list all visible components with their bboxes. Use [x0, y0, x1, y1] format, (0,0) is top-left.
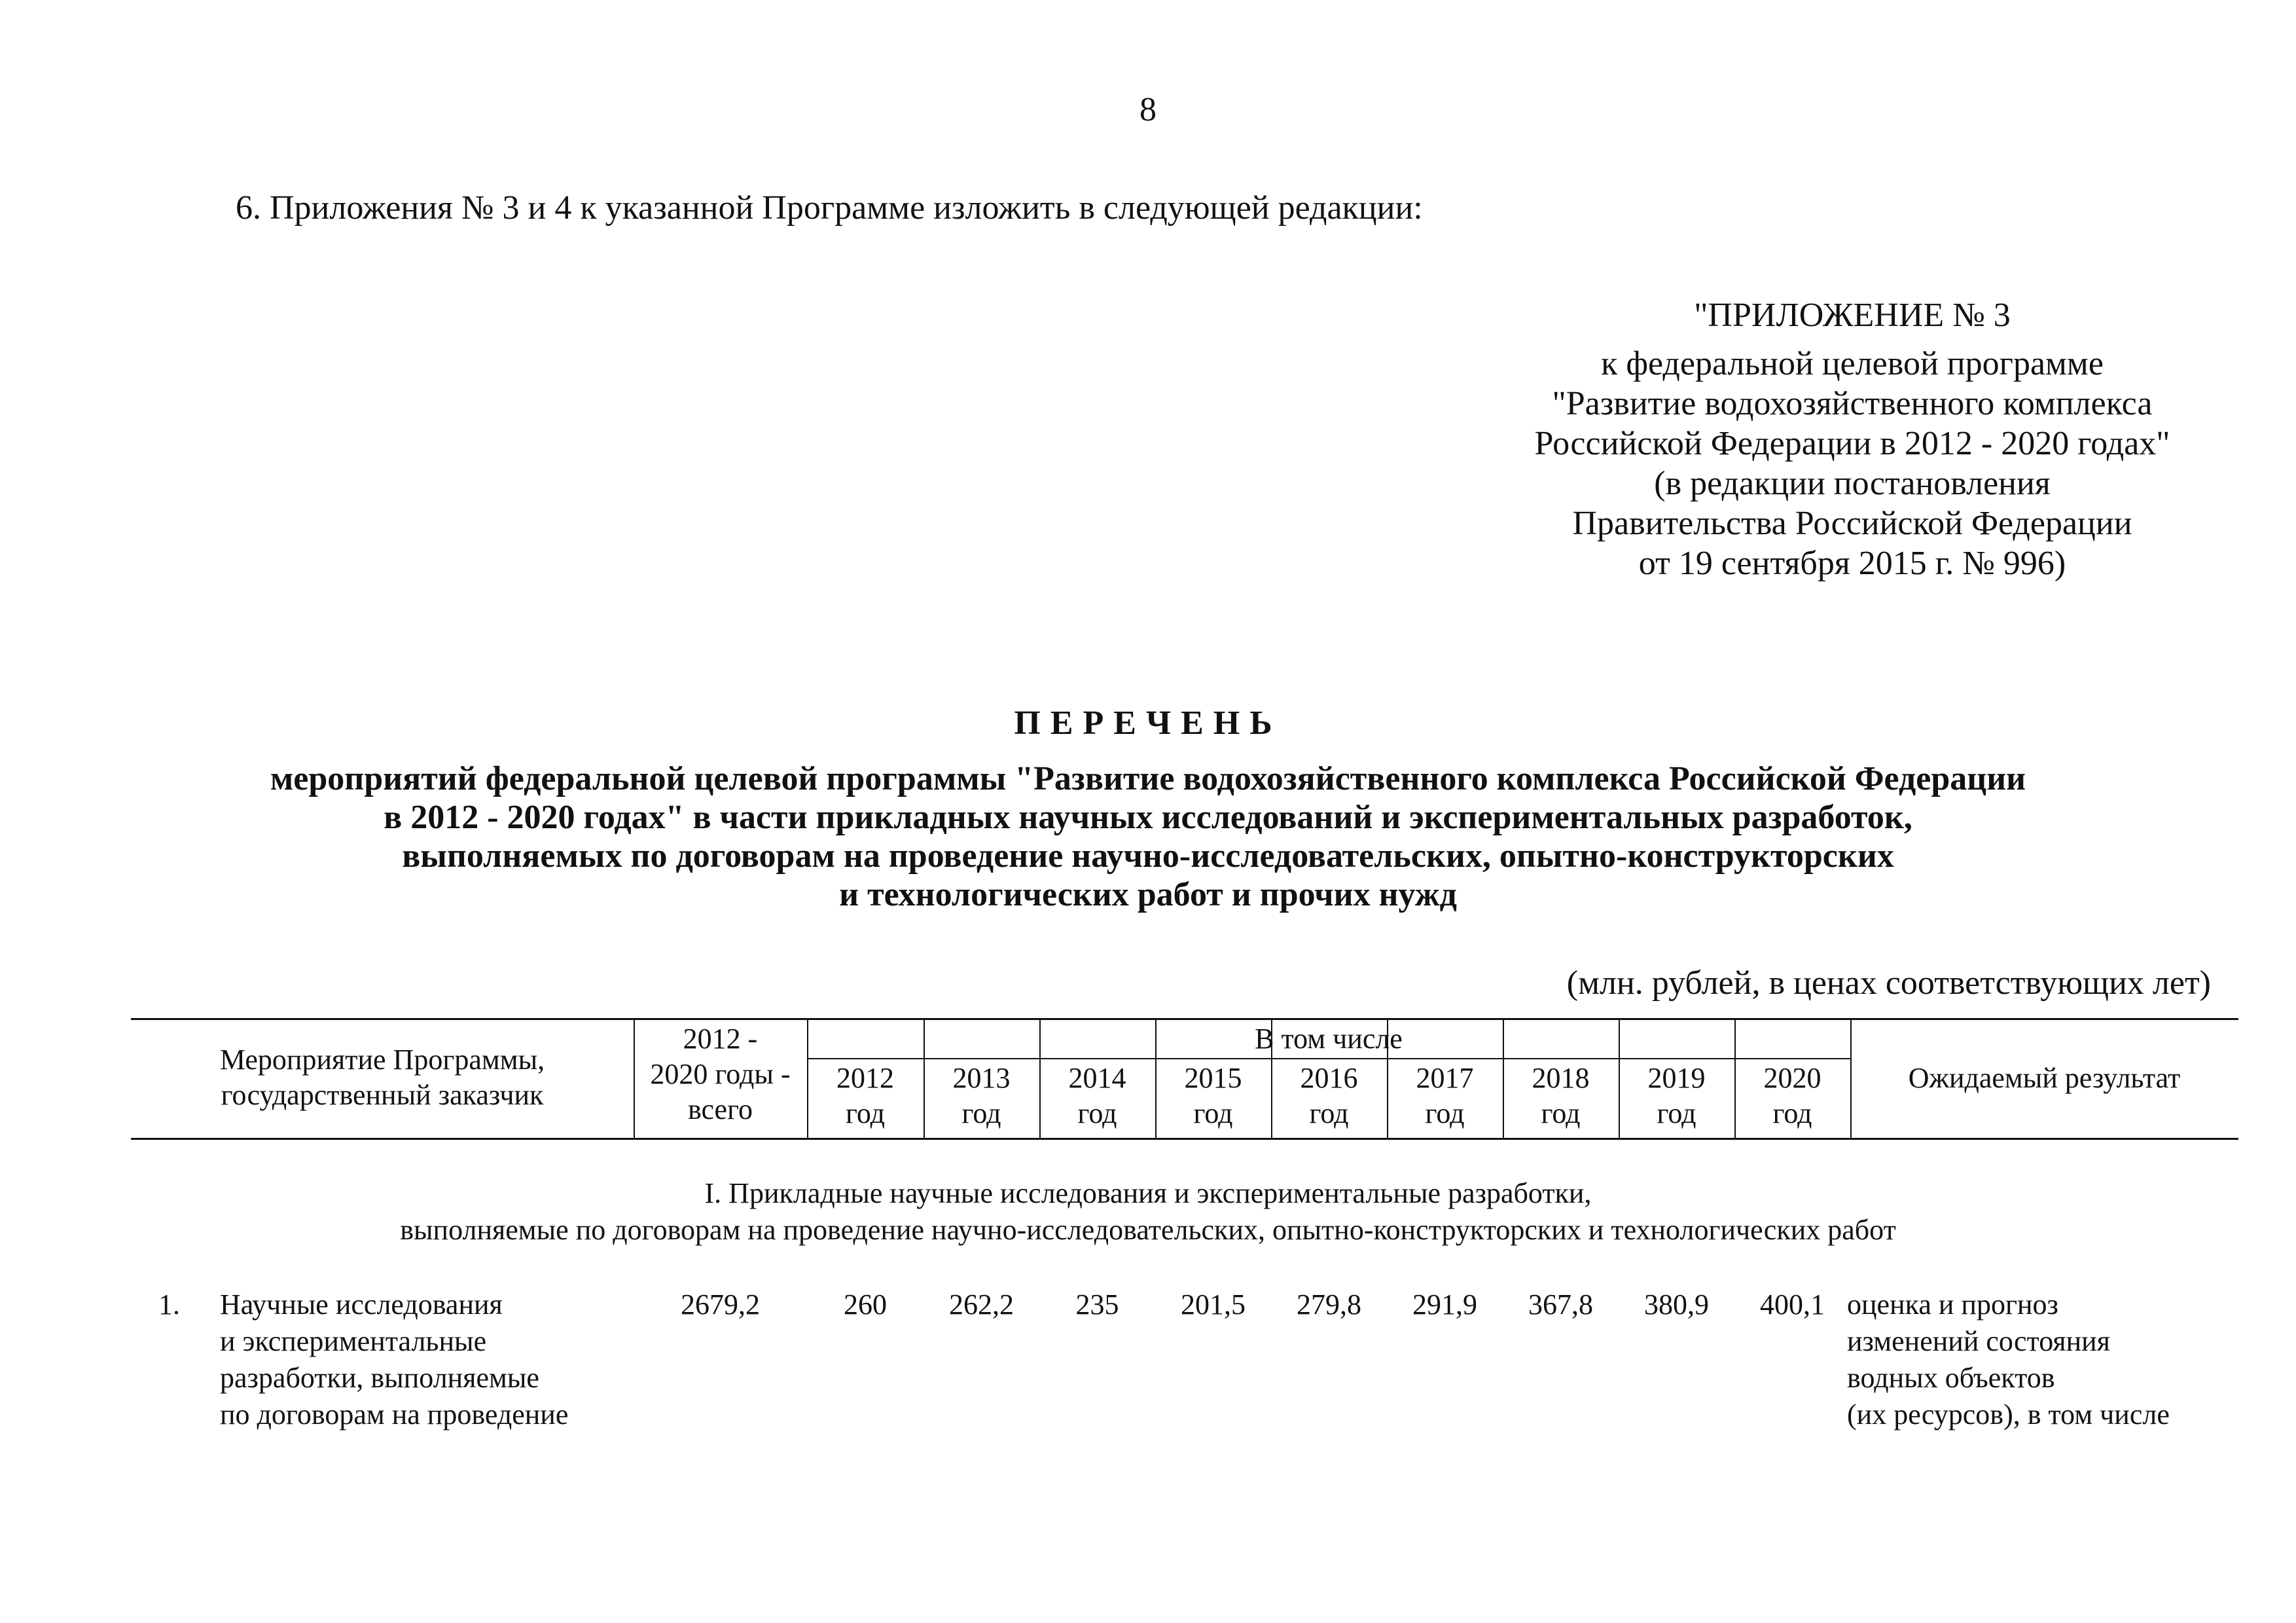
- column-header-year: 2019 год: [1647, 1062, 1706, 1129]
- column-header-year: 2018 год: [1532, 1062, 1590, 1129]
- column-header-year: 2017 год: [1416, 1062, 1474, 1129]
- header-split-line: [807, 1058, 1850, 1059]
- row-value: 380,9: [1644, 1288, 1709, 1321]
- appendix-line: к федеральной целевой программе: [1601, 345, 2104, 382]
- appendix-line: (в редакции постановления: [1654, 465, 2051, 502]
- row-value: 235: [1075, 1288, 1119, 1321]
- appendix-title: "ПРИЛОЖЕНИЕ № 3: [1694, 297, 2011, 334]
- table-header: [131, 1018, 2238, 1140]
- column-header-event: Мероприятие Программы, государственный заказчик: [219, 1044, 545, 1111]
- column-header-year: 2014 год: [1068, 1062, 1126, 1129]
- section-title-line: выполняемые по договорам на проведение научно-исследовательских, опытно-конструкторских и технологических работ: [400, 1214, 1896, 1246]
- column-header-year: 2020 год: [1763, 1062, 1821, 1129]
- row-value: 279,8: [1297, 1288, 1361, 1321]
- appendix-line: Правительства Российской Федерации: [1572, 505, 2132, 542]
- appendix-details: [1440, 344, 2265, 583]
- column-header-year: 2015 год: [1184, 1062, 1242, 1129]
- row-value: 367,8: [1528, 1288, 1593, 1321]
- row-name: Научные исследования и экспериментальные разработки, выполняемые по договорам на проведение: [220, 1288, 569, 1431]
- column-header-result: Ожидаемый результат: [1908, 1062, 2181, 1094]
- appendix-line: Российской Федерации в 2012 - 2020 годах": [1534, 425, 2170, 462]
- page-number: 8: [1139, 91, 1157, 128]
- column-header-year: 2012 год: [836, 1062, 894, 1129]
- row-value: 260: [844, 1288, 887, 1321]
- row-value: 201,5: [1181, 1288, 1246, 1321]
- intro-paragraph: 6. Приложения № 3 и 4 к указанной Программе изложить в следующей редакции:: [236, 189, 1423, 227]
- section-title-line: I. Прикладные научные исследования и экспериментальные разработки,: [704, 1177, 1592, 1209]
- appendix-line: "Развитие водохозяйственного комплекса: [1552, 385, 2153, 422]
- subheading-line: в 2012 - 2020 годах" в части прикладных научных исследований и экспериментальных разработок,: [384, 799, 1912, 836]
- row-total: 2679,2: [681, 1288, 760, 1321]
- column-header-year: 2013 год: [952, 1062, 1011, 1129]
- units-note: (млн. рублей, в ценах соответствующих лет): [1566, 964, 2211, 1002]
- row-value: 262,2: [949, 1288, 1014, 1321]
- row-number: 1.: [158, 1288, 180, 1321]
- appendix-line: от 19 сентября 2015 г. № 996): [1638, 545, 2066, 582]
- subheading-line: мероприятий федеральной целевой программы "Развитие водохозяйственного комплекса Российской Федерации: [270, 760, 2026, 797]
- row-value: 400,1: [1760, 1288, 1825, 1321]
- column-header-total: 2012 - 2020 годы - всего: [650, 1023, 791, 1125]
- row-result: оценка и прогноз изменений состояния водных объектов (их ресурсов), в том числе: [1847, 1288, 2170, 1431]
- row-value: 291,9: [1412, 1288, 1477, 1321]
- document-subheading: [0, 759, 2296, 914]
- section-title: [0, 1175, 2296, 1249]
- document-heading: ПЕРЕЧЕНЬ: [1014, 704, 1282, 742]
- subheading-line: и технологических работ и прочих нужд: [839, 876, 1457, 913]
- column-header-including: В том числе: [1255, 1023, 1403, 1055]
- column-header-year: 2016 год: [1300, 1062, 1358, 1129]
- subheading-line: выполняемых по договорам на проведение научно-исследовательских, опытно-конструкторских: [402, 837, 1894, 875]
